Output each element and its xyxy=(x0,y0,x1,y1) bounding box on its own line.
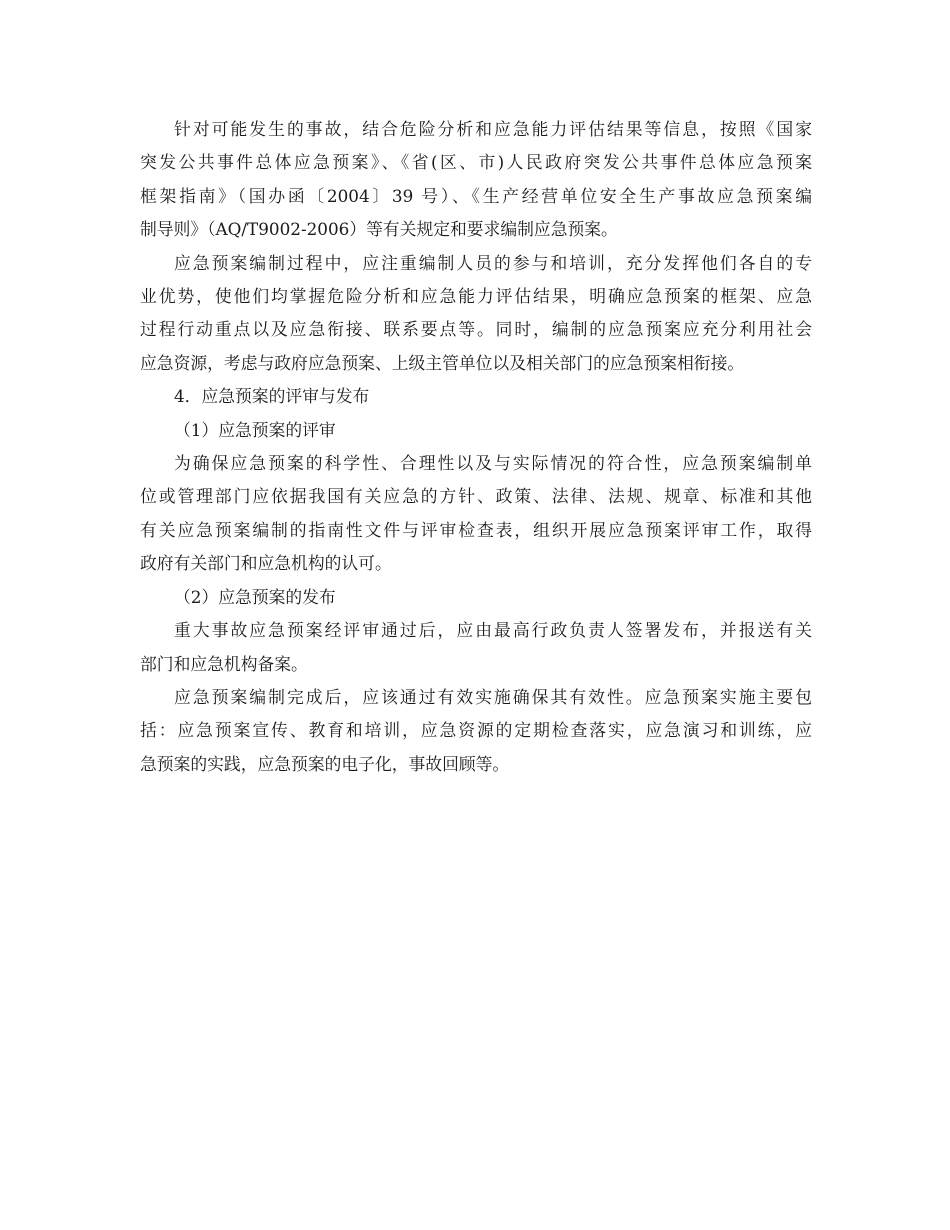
text-line: 位或管理部门应依据我国有关应急的方针、政策、法律、法规、规章、标准和其他 xyxy=(140,486,812,507)
paragraph-preparation-process xyxy=(140,247,812,381)
paragraph-release xyxy=(140,614,812,681)
text-line: 重大事故应急预案经评审通过后，应由最高行政负责人签署发布，并报送有关 xyxy=(174,620,812,641)
paragraph-preparation-basis xyxy=(140,113,812,247)
subsection-heading-release: （2）应急预案的发布 xyxy=(174,586,336,607)
paragraph-review xyxy=(140,447,812,581)
text-line: 框架指南》（国办函〔2004〕39 号）、《生产经营单位安全生产事故应急预案编 xyxy=(140,185,812,206)
text-line: 针对可能发生的事故，结合危险分析和应急能力评估结果等信息，按照《国家 xyxy=(174,119,812,139)
text-line: 部门和应急机构备案。 xyxy=(140,653,308,674)
paragraph-implementation xyxy=(140,681,812,781)
section-heading: 4．应急预案的评审与发布 xyxy=(174,386,370,407)
document-body xyxy=(140,113,812,781)
text-line: 过程行动重点以及应急衔接、联系要点等。同时，编制的应急预案应充分利用社会 xyxy=(140,319,812,340)
text-line: 应急预案编制完成后，应该通过有效实施确保其有效性。应急预案实施主要包 xyxy=(174,686,812,707)
text-line: 政府有关部门和应急机构的认可。 xyxy=(140,553,392,574)
subsection-heading-review: （1）应急预案的评审 xyxy=(174,419,336,440)
text-line: 急预案的实践，应急预案的电子化，事故回顾等。 xyxy=(140,753,510,774)
text-line: 有关应急预案编制的指南性文件与评审检查表，组织开展应急预案评审工作，取得 xyxy=(140,519,812,540)
text-line: 应急资源，考虑与政府应急预案、上级主管单位以及相关部门的应急预案相衔接。 xyxy=(140,352,745,373)
text-line: 应急预案编制过程中，应注重编制人员的参与和培训，充分发挥他们各自的专 xyxy=(174,252,812,273)
text-line: 括：应急预案宣传、教育和培训，应急资源的定期检查落实，应急演习和训练，应 xyxy=(140,720,812,741)
text-line: 业优势，使他们均掌握危险分析和应急能力评估结果，明确应急预案的框架、应急 xyxy=(140,286,812,307)
text-line: 为确保应急预案的科学性、合理性以及与实际情况的符合性，应急预案编制单 xyxy=(174,453,812,474)
text-line: 突发公共事件总体应急预案》、《省(区、市)人民政府突发公共事件总体应急预案 xyxy=(140,152,812,173)
text-line: 制导则》（AQ/T9002-2006）等有关规定和要求编制应急预案。 xyxy=(140,219,618,240)
